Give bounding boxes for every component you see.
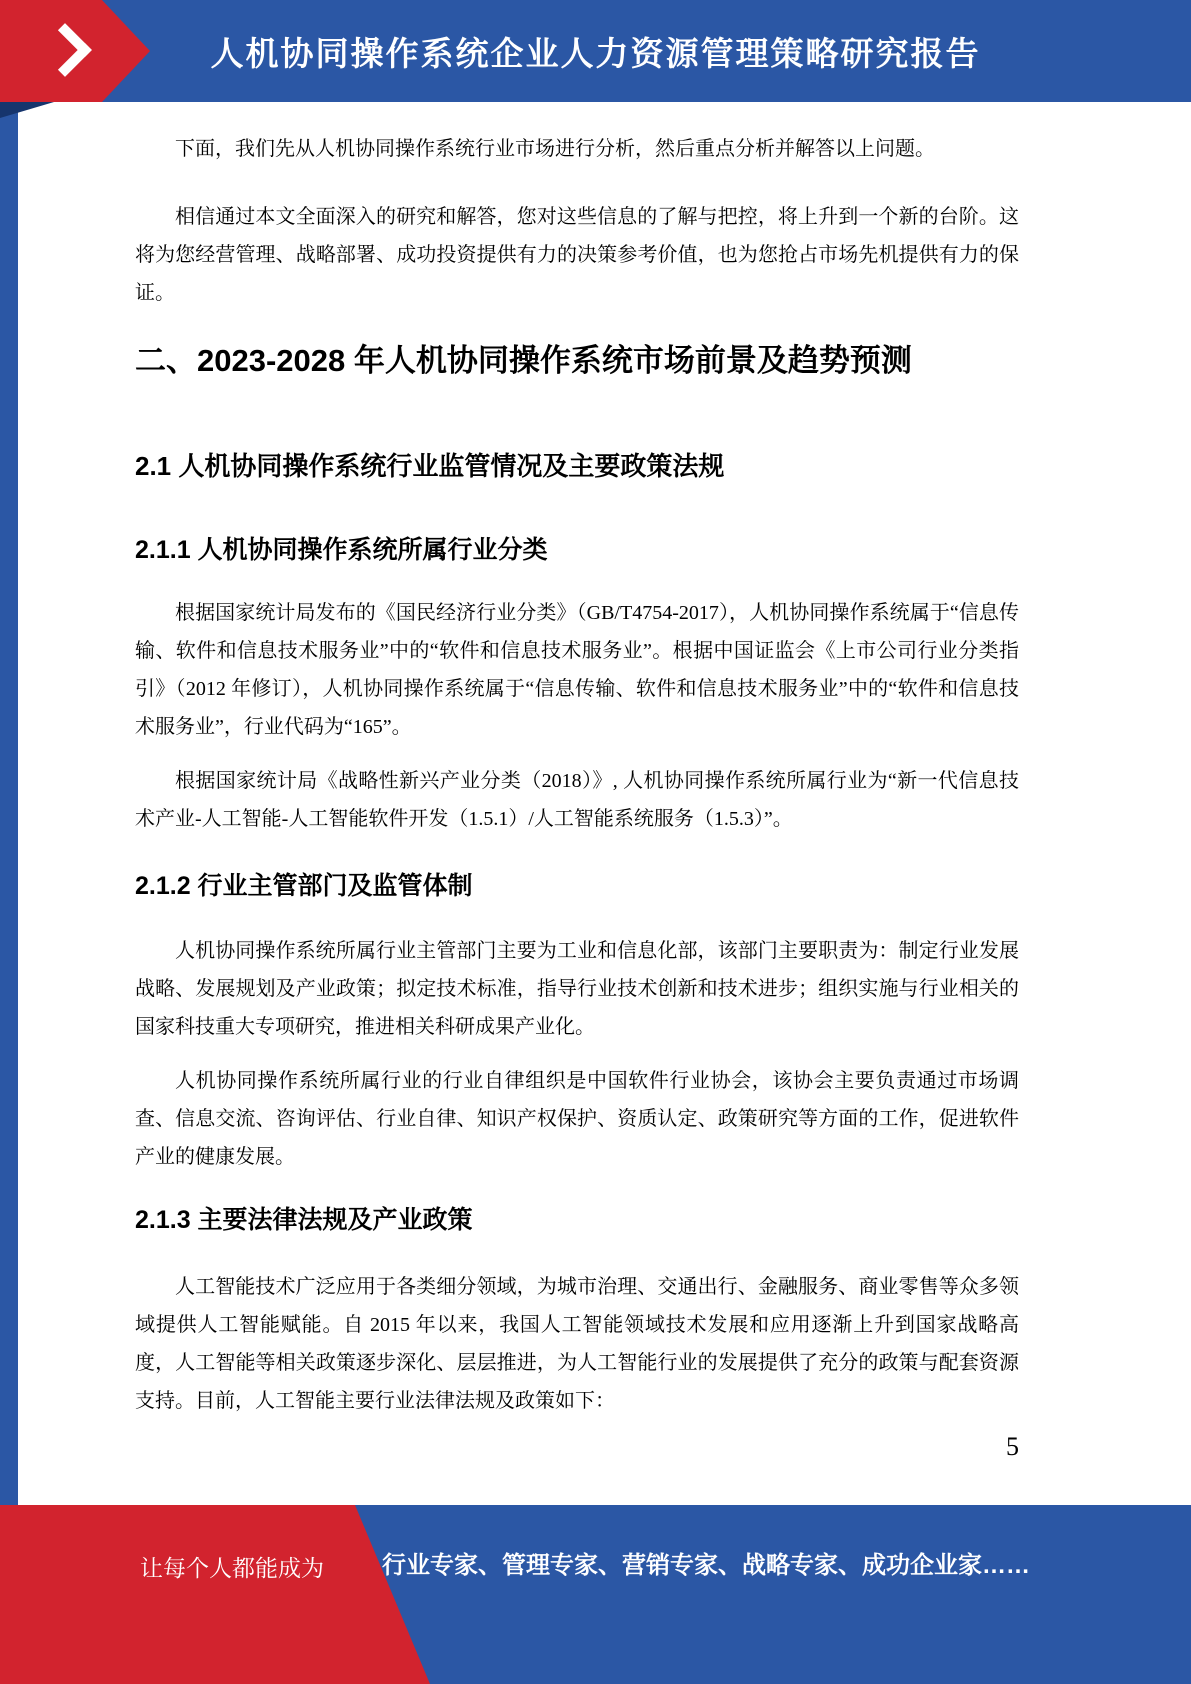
subsection-heading: 2.1.3 主要法律法规及产业政策 xyxy=(135,1206,473,1234)
paragraph: 相信通过本文全面深入的研究和解答，您对这些信息的了解与把控，将上升到一个新的台阶。这将为您经营管理、战略部署、成功投资提供有力的决策参考价值，也为您抢占市场先机提供有力的保证。 xyxy=(135,206,1019,304)
paragraph: 根据国家统计局《战略性新兴产业分类（2018）》, 人机协同操作系统所属行业为“新一代信息技术产业-人工智能-人工智能软件开发（1.5.1）/人工智能系统服务（1.5.3）”。 xyxy=(135,770,1019,830)
chevron-right-icon xyxy=(38,23,92,77)
left-edge-strip xyxy=(0,0,18,1684)
subsection-heading: 2.1.2 行业主管部门及监管体制 xyxy=(135,872,473,900)
paragraph: 人机协同操作系统所属行业主管部门主要为工业和信息化部，该部门主要职责为：制定行业发展战略、发展规划及产业政策；拟定技术标准，指导行业技术创新和技术进步；组织实施与行业相关的国家科技重大专项研究，推进相关科研成果产业化。 xyxy=(135,940,1019,1038)
page-number: 5 xyxy=(1006,1432,1019,1461)
chapter-heading: 二、2023-2028 年人机协同操作系统市场前景及趋势预测 xyxy=(135,343,912,378)
paragraph: 根据国家统计局发布的《国民经济行业分类》（GB/T4754-2017），人机协同操作系统属于“信息传输、软件和信息技术服务业”中的“软件和信息技术服务业”。根据中国证监会《上市公司行业分类指引》（2012 年修订），人机协同操作系统属于“信息传输、软件和信息技术服务业”中的“软件和信息技术服务业”，行业代码为“165”。 xyxy=(135,602,1019,738)
report-title: 人机协同操作系统企业人力资源管理策略研究报告 xyxy=(210,34,981,72)
footer-banner xyxy=(0,1505,1191,1684)
footer-red-ribbon xyxy=(0,1505,430,1684)
footer-slogan-right: 行业专家、管理专家、营销专家、战略专家、成功企业家…… xyxy=(382,1552,1030,1579)
paragraph: 人机协同操作系统所属行业的行业自律组织是中国软件行业协会，该协会主要负责通过市场调查、信息交流、咨询评估、行业自律、知识产权保护、资质认定、政策研究等方面的工作，促进软件产业的健康发展。 xyxy=(135,1070,1019,1168)
subsection-heading: 2.1.1 人机协同操作系统所属行业分类 xyxy=(135,536,548,564)
ribbon-fold-accent xyxy=(0,102,54,118)
section-heading: 2.1 人机协同操作系统行业监管情况及主要政策法规 xyxy=(135,451,725,481)
footer-slogan-left: 让每个人都能成为 xyxy=(140,1555,324,1581)
header-banner xyxy=(0,0,1191,102)
paragraph: 人工智能技术广泛应用于各类细分领域，为城市治理、交通出行、金融服务、商业零售等众多领域提供人工智能赋能。自 2015 年以来，我国人工智能领域技术发展和应用逐渐上升到国家战略高度，人工智能等相关政策逐步深化、层层推进，为人工智能行业的发展提供了充分的政策与配套资源支持。目前，人工智能主要行业法律法规及政策如下： xyxy=(135,1276,1019,1412)
paragraph: 下面，我们先从人机协同操作系统行业市场进行分析，然后重点分析并解答以上问题。 xyxy=(175,138,935,160)
